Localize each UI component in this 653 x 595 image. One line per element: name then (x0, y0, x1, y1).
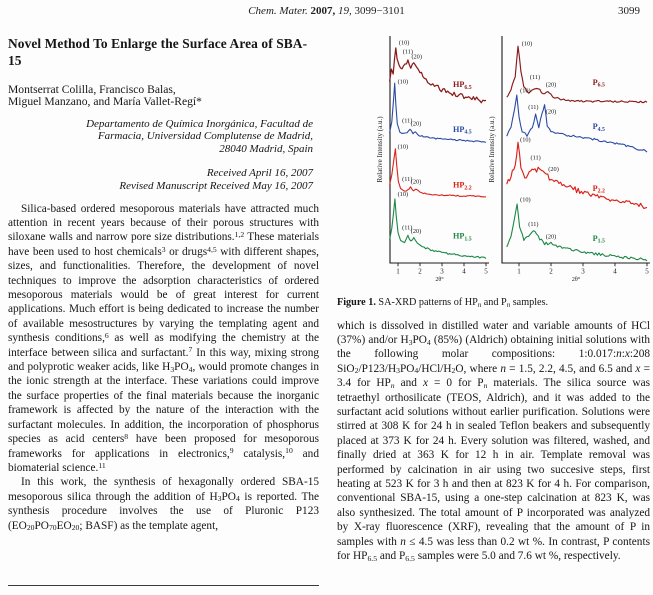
dates-block (8, 167, 319, 193)
affiliation-line: 28040 Madrid, Spain (219, 143, 313, 155)
body-paragraph: In this work, the synthesis of hexagonally ordered SBA-15 mesoporous silica through the addition of $H_3PO_4$ is reported. The synthesis procedure involves the use of Pluronic P123 ($EO_{20}PO_{70}EO_{20}$; BASF) as the template agent, (8, 476, 320, 533)
affiliation (8, 118, 319, 156)
article-title: Novel Method To Enlarge the Surface Area of SBA-15 (8, 36, 308, 68)
x-tick-label: 4 (613, 267, 617, 276)
peak-label: (20) (411, 53, 422, 61)
affiliation-line: Farmacia, Universidad Complutense de Madrid, (97, 130, 313, 143)
peak-label: (11) (402, 224, 413, 232)
body-paragraph: which is dissolved in distilled water and variable amounts of HCl (37%) and/or $H_3PO_4$ (85%) (Aldrich) obtaining initial solutions with the following molar compositions: 1:0.017:n:x:208 $SiO_2/P123/H_3PO_4/HCl/H_2O$, where n = 1.5, 2.2, 4.5, and 6.5 and x = 3.4 for $HP_n$ and x = 0 for $P_n$ materials. The silica source was tetraethyl orthosilicate (TEOS, Aldrich), and it was added to the surfactant acid solutions without earlier purification. Solutions were stirred at 308 K for 24 h in sealed Teflon beakers and subsequently placed at 373 K for 24 h. Every solution was filtered, washed, and finally dried at 363 K for 12 h in air. Template removal was performed by calcination in air using two succesive steps, first heating at 523 K for 3 h and then at 823 K for 4 h. For comparison, conventional SBA-15, using a one-step calcination at 823 K, was also synthesized. The total amount of P incorporated was analyzed by X-ray fluorescence (XRF), revealing that the amount of P in samples with n ≤ 4.5 was less than 0.2 wt %. In contrast, P contents for $HP_{6.5}$ and $P_{6.5}$ samples were 5.0 and 7.6 wt %, respectively. (337, 319, 650, 563)
y-axis-title: Relative Intensity (a.u.) (376, 116, 384, 183)
series-label-HP4.5: $HP_{4.5}$ (453, 124, 472, 136)
peak-label: (11) (530, 154, 541, 162)
peak-label: (11) (528, 221, 539, 229)
peak-label: (10) (520, 87, 531, 95)
x-tick-label: 5 (645, 267, 649, 276)
peak-label: (20) (410, 178, 422, 186)
peak-label: (10) (520, 136, 531, 144)
y-axis-title: Relative Intensity (a.u.) (488, 116, 496, 183)
author-list (8, 84, 319, 109)
peak-label: (20) (410, 228, 422, 236)
peak-label: (20) (545, 81, 557, 89)
x-tick-label: 1 (396, 267, 400, 276)
left-column (8, 36, 319, 533)
series-label-HP1.5: $HP_{1.5}$ (453, 231, 472, 243)
x-tick-label: 3 (440, 267, 444, 276)
x-tick-label: 5 (484, 267, 488, 276)
peak-label: (20) (410, 120, 422, 128)
peak-label: (10) (397, 143, 409, 151)
x-tick-label: 1 (517, 267, 521, 276)
series-label-HP2.2: $HP_{2.2}$ (453, 180, 472, 192)
page-number: 3099 (618, 5, 640, 17)
x-tick-label: 2 (549, 267, 553, 276)
peak-label: (20) (548, 166, 559, 174)
series-label-P1.5: $P_{1.5}$ (592, 233, 605, 245)
received-date: Received April 16, 2007 (206, 166, 313, 179)
peak-label: (10) (520, 196, 531, 204)
peak-label: (11) (402, 175, 413, 183)
x-tick-label: 3 (581, 267, 585, 276)
affiliation-line: Departamento de Química Inorgánica, Facultad de (86, 117, 313, 130)
peak-label: (10) (397, 191, 409, 199)
series-label-HP6.5: $HP_{6.5}$ (453, 80, 472, 91)
x-axis-title: 2θ° (571, 277, 581, 283)
authors-line-1: Montserrat Colilla, Francisco Balas, (8, 83, 176, 96)
panel-HP-series (376, 36, 489, 283)
x-tick-label: 2 (418, 267, 422, 276)
peak-label: (11) (528, 104, 539, 112)
peak-label: (20) (545, 233, 557, 241)
curve-P1.5 (507, 204, 647, 261)
peak-label: (11) (402, 48, 414, 56)
body-paragraph: Silica-based ordered mesoporous materials have attracted much attention in recent years because of their porous structures with siloxane walls and narrow pore size distributions.$^{1,2}$ These materials have been used to host chemicals$^3$ or drugs$^{4,5}$ with different shapes, sizes, and functionalities. Therefore, the development of novel techniques to improve the adsorption characteristics of ordered mesoporous materials would be of great interest for current applications. Much effort is being dedicated to increase the number of available mesostructures by varying the templating agent and synthesis conditions,$^6$ as well as modifying the chemistry at the interface between silica and surfactant.$^7$ In this way, mixing strong and polyprotic weaker acids, like $H_3PO_4$, would promote changes in the ionic strength at the interface. These variations could improve the surface properties of the final materials because the inorganic framework is affected by the nature of the interaction with the surfactant molecules. In addition, the incorporation of phosphorus species as acid centers$^8$ have been proposed for mesoporous frameworks for applications in electronics,$^9$ catalysis,$^{10}$ and biomaterial science.$^{11}$ (8, 202, 319, 474)
x-tick-label: 4 (462, 267, 466, 276)
right-column (337, 28, 650, 563)
xrd-figure (337, 28, 653, 285)
series-label-P4.5: $P_{4.5}$ (592, 122, 605, 133)
peak-label: (11) (529, 74, 541, 82)
peak-label: (11) (402, 117, 413, 125)
peak-label: (10) (398, 39, 410, 47)
revised-date: Revised Manuscript Received May 16, 2007 (119, 179, 313, 192)
peak-label: (10) (521, 40, 533, 48)
peak-label: (10) (397, 78, 409, 86)
authors-line-2: Miguel Manzano, and María Vallet-Regí* (8, 95, 202, 109)
panel-P-series (488, 36, 650, 283)
peak-label: (20) (545, 108, 557, 116)
x-axis-title: 2θ° (435, 277, 444, 283)
series-label-P2.2: $P_{2.2}$ (592, 183, 605, 195)
figure-caption: Figure 1. SA-XRD patterns of $HP_n$ and $P_n$ samples. (337, 297, 549, 309)
series-label-P6.5: $P_{6.5}$ (592, 77, 605, 89)
axis (502, 36, 650, 263)
curve-HP6.5 (390, 48, 486, 103)
footnote-rule (8, 585, 319, 586)
header-citation: Chem. Mater. 2007, 19, 3099−3101 (248, 5, 405, 17)
